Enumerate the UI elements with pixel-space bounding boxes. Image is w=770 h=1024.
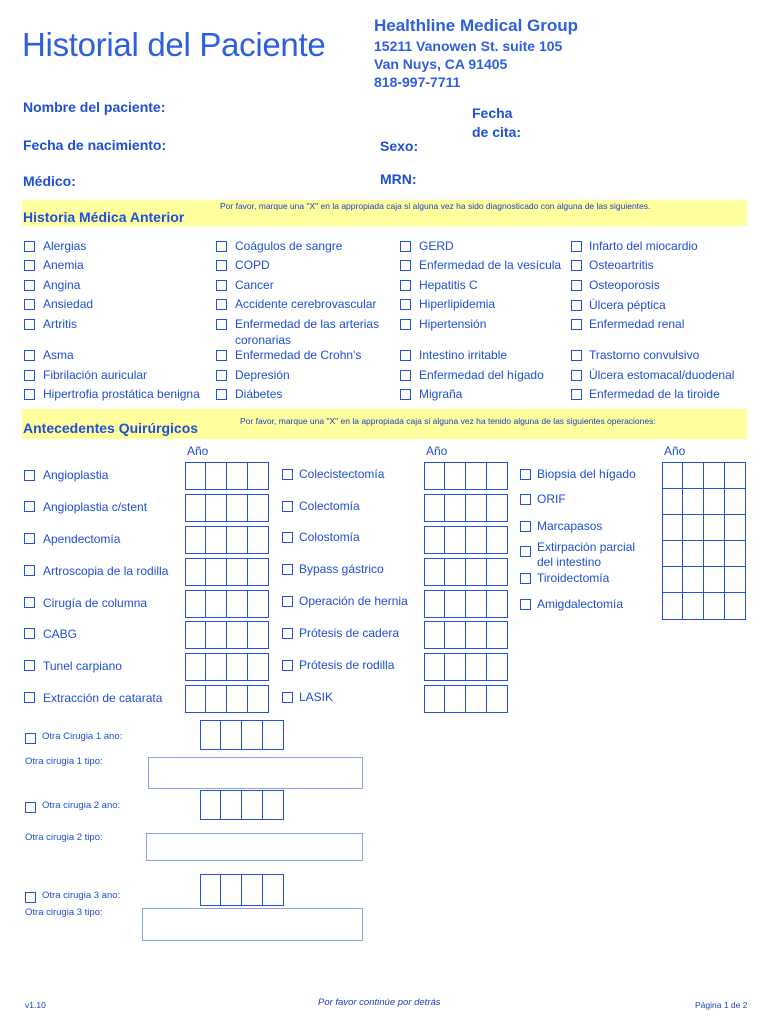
condition-label: Úlcera estomacal/duodenal xyxy=(589,368,735,382)
year-input[interactable] xyxy=(185,621,269,649)
surgical-history-instructions: Por favor, marque una "X" en la appropiada caja si alguna vez ha tenido alguna de las siguientes operaciones: xyxy=(240,416,656,426)
year-input[interactable] xyxy=(424,526,508,554)
checkbox[interactable] xyxy=(24,692,35,703)
dob-label: Fecha de nacimiento: xyxy=(23,137,167,153)
year-input[interactable] xyxy=(185,462,269,490)
year-input[interactable] xyxy=(662,514,746,542)
page-number: Página 1 de 2 xyxy=(695,1000,748,1010)
year-input[interactable] xyxy=(424,494,508,522)
patient-name-label: Nombre del paciente: xyxy=(23,99,166,115)
surgery-label: Cirugía de columna xyxy=(43,596,148,610)
doctor-label: Médico: xyxy=(23,173,76,189)
year-input[interactable] xyxy=(662,540,746,568)
checkbox[interactable] xyxy=(216,280,227,291)
version-label: v1.10 xyxy=(25,1000,46,1010)
checkbox[interactable] xyxy=(24,628,35,639)
checkbox[interactable] xyxy=(400,280,411,291)
condition-label: Enfermedad de la vesícula xyxy=(419,258,562,272)
year-header: Año xyxy=(426,444,448,458)
checkbox[interactable] xyxy=(25,892,36,903)
year-input[interactable] xyxy=(424,558,508,586)
checkbox[interactable] xyxy=(24,260,35,271)
checkbox[interactable] xyxy=(520,599,531,610)
checkbox[interactable] xyxy=(400,241,411,252)
year-input[interactable] xyxy=(424,621,508,649)
year-input[interactable] xyxy=(424,590,508,618)
year-input[interactable] xyxy=(662,462,746,490)
medical-history-title: Historia Médica Anterior xyxy=(23,209,185,225)
year-input[interactable] xyxy=(424,462,508,490)
checkbox[interactable] xyxy=(24,597,35,608)
surgical-history-title: Antecedentes Quirúrgicos xyxy=(23,420,199,436)
page-title: Historial del Paciente xyxy=(22,26,326,63)
condition-label: Artritis xyxy=(43,317,77,331)
condition-label: Osteoartritis xyxy=(589,258,654,272)
checkbox[interactable] xyxy=(216,299,227,310)
year-input[interactable] xyxy=(185,558,269,586)
other-surgery-1-type-label: Otra cirugia 1 tipo: xyxy=(25,756,103,767)
surgery-label: CABG xyxy=(43,627,78,641)
condition-label: Angina xyxy=(43,278,81,292)
condition-label: Enfermedad de Crohn's xyxy=(235,348,362,362)
year-input[interactable] xyxy=(185,685,269,713)
condition-label: COPD xyxy=(235,258,270,272)
checkbox[interactable] xyxy=(520,469,531,480)
condition-label: Hipertensión xyxy=(419,317,487,331)
checkbox[interactable] xyxy=(282,564,293,575)
condition-label: Enfermedad de la tiroide xyxy=(589,387,720,401)
checkbox[interactable] xyxy=(282,501,293,512)
condition-label: Hipertrofia prostática benigna xyxy=(43,387,200,401)
appointment-label-2: de cita: xyxy=(472,124,522,140)
checkbox[interactable] xyxy=(24,370,35,381)
condition-label: Asma xyxy=(43,348,74,362)
checkbox[interactable] xyxy=(571,241,582,252)
surgery-label: Angioplastia c/stent xyxy=(43,500,148,514)
checkbox[interactable] xyxy=(571,389,582,400)
checkbox[interactable] xyxy=(571,280,582,291)
other-surgery-3-year-label: Otra cirugia 3 ano: xyxy=(42,890,121,901)
surgery-label: Extracción de catarata xyxy=(43,691,163,705)
checkbox[interactable] xyxy=(216,370,227,381)
surgery-label: Prótesis de cadera xyxy=(299,626,400,640)
appointment-label-1: Fecha xyxy=(472,105,513,121)
checkbox[interactable] xyxy=(216,389,227,400)
year-input[interactable] xyxy=(185,590,269,618)
other-surgery-1-year-input[interactable] xyxy=(200,720,284,750)
checkbox[interactable] xyxy=(400,299,411,310)
other-surgery-1-type-input[interactable] xyxy=(148,757,363,789)
condition-label: Anemia xyxy=(43,258,84,272)
checkbox[interactable] xyxy=(24,660,35,671)
condition-label: Trastorno convulsivo xyxy=(589,348,700,362)
checkbox[interactable] xyxy=(24,501,35,512)
condition-label: GERD xyxy=(419,239,454,253)
condition-label: Infarto del miocardio xyxy=(589,239,698,253)
surgery-label: Operación de hernia xyxy=(299,594,408,608)
clinic-phone: 818-997-7711 xyxy=(374,74,461,90)
condition-label: Ansiedad xyxy=(43,297,94,311)
checkbox[interactable] xyxy=(24,389,35,400)
surgery-label: Colectomía xyxy=(299,499,360,513)
checkbox[interactable] xyxy=(24,470,35,481)
surgery-label-continued: del intestino xyxy=(537,555,602,569)
checkbox[interactable] xyxy=(520,573,531,584)
medical-history-instructions: Por favor, marque una "X" en la appropiada caja si alguna vez ha sido diagnosticado con alguna de las siguientes. xyxy=(220,201,651,211)
clinic-name: Healthline Medical Group xyxy=(374,16,579,35)
checkbox[interactable] xyxy=(25,733,36,744)
surgery-label: Amigdalectomía xyxy=(537,597,624,611)
condition-label: Hepatitis C xyxy=(419,278,478,292)
mrn-label: MRN: xyxy=(380,171,417,187)
checkbox[interactable] xyxy=(24,241,35,252)
surgery-label: Biopsia del hígado xyxy=(537,467,636,481)
year-header: Año xyxy=(187,444,209,458)
checkbox[interactable] xyxy=(282,660,293,671)
checkbox[interactable] xyxy=(216,319,227,330)
year-header: Año xyxy=(664,444,686,458)
condition-label: Enfermedad del hígado xyxy=(419,368,544,382)
year-input[interactable] xyxy=(662,566,746,594)
checkbox[interactable] xyxy=(216,350,227,361)
surgery-label: Angioplastia xyxy=(43,468,109,482)
condition-label: Coágulos de sangre xyxy=(235,239,343,253)
surgery-label: LASIK xyxy=(299,690,334,704)
surgery-label: Marcapasos xyxy=(537,519,603,533)
checkbox[interactable] xyxy=(216,241,227,252)
clinic-address-line2: Van Nuys, CA 91405 xyxy=(374,56,508,72)
surgery-label: Extirpación parcial xyxy=(537,540,636,554)
checkbox[interactable] xyxy=(282,692,293,703)
checkbox[interactable] xyxy=(400,350,411,361)
condition-label: Migraña xyxy=(419,387,463,401)
year-input[interactable] xyxy=(662,592,746,620)
year-input[interactable] xyxy=(424,653,508,681)
year-input[interactable] xyxy=(424,685,508,713)
clinic-address-line1: 15211 Vanowen St. suite 105 xyxy=(374,38,563,54)
checkbox[interactable] xyxy=(25,802,36,813)
condition-label: Diábetes xyxy=(235,387,283,401)
checkbox[interactable] xyxy=(400,370,411,381)
checkbox[interactable] xyxy=(571,300,582,311)
condition-label-continued: coronarias xyxy=(235,333,292,347)
checkbox[interactable] xyxy=(24,565,35,576)
checkbox[interactable] xyxy=(282,596,293,607)
surgery-label: ORIF xyxy=(537,492,566,506)
sex-label: Sexo: xyxy=(380,138,419,154)
continue-note: Por favor continúe por detrás xyxy=(318,997,441,1008)
condition-label: Hiperlipidemia xyxy=(419,297,496,311)
other-surgery-3-type-label: Otra cirugia 3 tipo: xyxy=(25,907,103,918)
year-input[interactable] xyxy=(185,494,269,522)
checkbox[interactable] xyxy=(520,521,531,532)
condition-label: Úlcera péptica xyxy=(589,298,666,312)
surgery-label: Artroscopia de la rodilla xyxy=(43,564,169,578)
checkbox[interactable] xyxy=(24,319,35,330)
checkbox[interactable] xyxy=(24,533,35,544)
surgery-label: Colecistectomía xyxy=(299,467,385,481)
year-input[interactable] xyxy=(185,653,269,681)
condition-label: Cancer xyxy=(235,278,274,292)
checkbox[interactable] xyxy=(24,299,35,310)
checkbox[interactable] xyxy=(24,280,35,291)
condition-label: Intestino irritable xyxy=(419,348,508,362)
condition-label: Enfermedad de las arterias xyxy=(235,317,380,331)
other-surgery-2-type-label: Otra cirugia 2 tipo: xyxy=(25,832,103,843)
other-surgery-3-year-input[interactable] xyxy=(200,874,284,906)
checkbox[interactable] xyxy=(571,260,582,271)
condition-label: Fibrilación auricular xyxy=(43,368,148,382)
condition-label: Enfermedad renal xyxy=(589,317,685,331)
surgery-label: Colostomía xyxy=(299,530,360,544)
surgery-label: Apendectomía xyxy=(43,532,121,546)
checkbox[interactable] xyxy=(571,370,582,381)
checkbox[interactable] xyxy=(216,260,227,271)
surgery-label: Tiroidectomía xyxy=(537,571,610,585)
checkbox[interactable] xyxy=(571,350,582,361)
checkbox[interactable] xyxy=(520,494,531,505)
checkbox[interactable] xyxy=(520,546,531,557)
checkbox[interactable] xyxy=(400,389,411,400)
surgery-label: Bypass gástrico xyxy=(299,562,384,576)
checkbox[interactable] xyxy=(282,469,293,480)
checkbox[interactable] xyxy=(571,319,582,330)
other-surgery-2-year-label: Otra cirugia 2 ano: xyxy=(42,800,121,811)
condition-label: Depresión xyxy=(235,368,290,382)
other-surgery-1-year-label: Otra Cirugia 1 ano: xyxy=(42,731,123,742)
checkbox[interactable] xyxy=(24,350,35,361)
condition-label: Osteoporosis xyxy=(589,278,660,292)
other-surgery-3-type-input[interactable] xyxy=(142,908,363,941)
other-surgery-2-type-input[interactable] xyxy=(146,833,363,861)
checkbox[interactable] xyxy=(282,532,293,543)
checkbox[interactable] xyxy=(400,319,411,330)
surgery-label: Tunel carpiano xyxy=(43,659,122,673)
condition-label: Accidente cerebrovascular xyxy=(235,297,377,311)
year-input[interactable] xyxy=(185,526,269,554)
checkbox[interactable] xyxy=(400,260,411,271)
other-surgery-2-year-input[interactable] xyxy=(200,790,284,820)
condition-label: Alergias xyxy=(43,239,87,253)
surgery-label: Prótesis de rodilla xyxy=(299,658,395,672)
checkbox[interactable] xyxy=(282,628,293,639)
year-input[interactable] xyxy=(662,488,746,516)
